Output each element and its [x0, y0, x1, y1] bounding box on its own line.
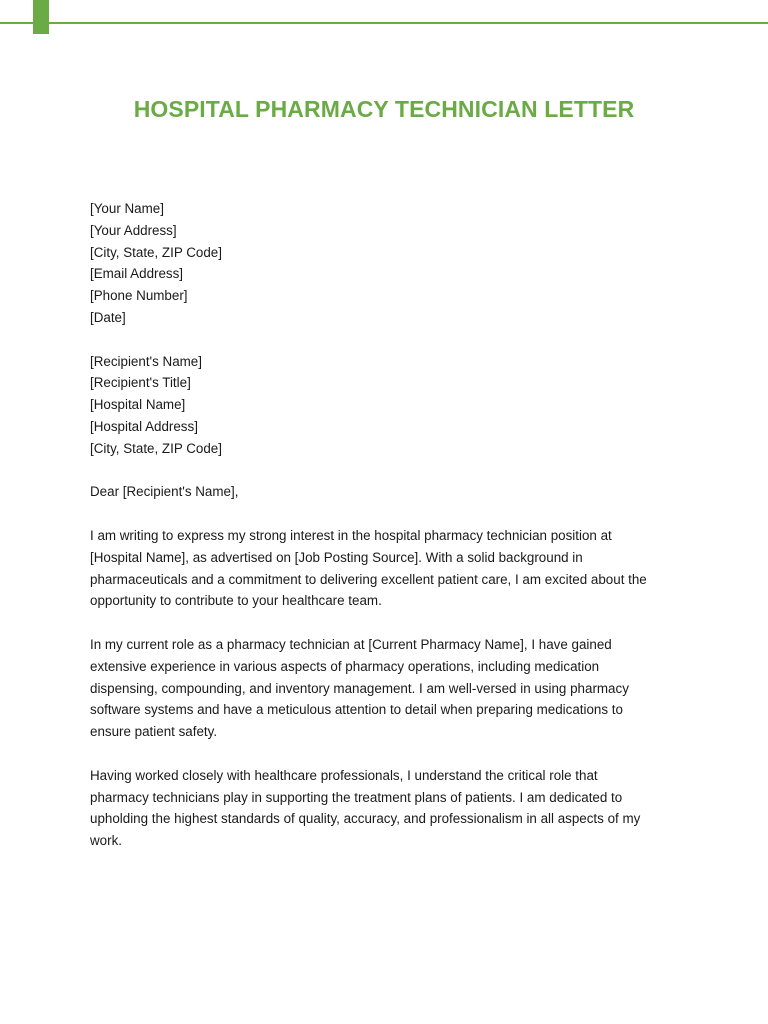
paragraph-line: dispensing, compounding, and inventory management. I am well-versed in using pharmacy: [90, 680, 629, 696]
paragraph-1: [90, 525, 690, 612]
document-title: HOSPITAL PHARMACY TECHNICIAN LETTER: [133, 96, 635, 122]
recipient-name: [Recipient's Name]: [90, 353, 202, 369]
paragraph-line: In my current role as a pharmacy technician at [Current Pharmacy Name], I have gained: [90, 636, 612, 652]
recipient-title: [Recipient's Title]: [90, 375, 191, 391]
paragraph-line: work.: [90, 833, 122, 849]
recipient-city-state-zip: [City, State, ZIP Code]: [90, 440, 222, 456]
recipient-block: [90, 351, 690, 460]
hospital-address: [Hospital Address]: [90, 418, 198, 434]
paragraph-line: pharmacy technicians play in supporting the treatment plans of patients. I am dedicated to: [90, 789, 623, 805]
paragraph-3: [90, 765, 690, 852]
paragraph-line: extensive experience in various aspects of pharmacy operations, including medication: [90, 658, 600, 674]
letter-date: [Date]: [90, 309, 126, 325]
sender-city-state-zip: [City, State, ZIP Code]: [90, 244, 222, 260]
paragraph-line: Having worked closely with healthcare professionals, I understand the critical role that: [90, 767, 598, 783]
sender-address: [Your Address]: [90, 222, 177, 238]
paragraph-line: opportunity to contribute to your healthcare team.: [90, 593, 382, 609]
paragraph-line: ensure patient safety.: [90, 724, 218, 740]
paragraph-line: I am writing to express my strong interest in the hospital pharmacy technician position at: [90, 527, 612, 543]
paragraph-line: software systems and have a meticulous attention to detail when preparing medications to: [90, 702, 623, 718]
sender-email: [Email Address]: [90, 266, 184, 282]
paragraph-line: upholding the highest standards of quality, accuracy, and professionalism in all aspects of my: [90, 811, 641, 827]
sender-name: [Your Name]: [90, 201, 164, 216]
letter-body: [90, 198, 690, 852]
paragraph-line: pharmaceuticals and a commitment to delivering excellent patient care, I am excited about the: [90, 571, 647, 587]
paragraph-line: [Hospital Name], as advertised on [Job Posting Source]. With a solid background in: [90, 549, 583, 565]
hospital-name: [Hospital Name]: [90, 397, 186, 413]
paragraph-2: [90, 634, 690, 743]
header-rule: [0, 22, 768, 24]
sender-phone: [Phone Number]: [90, 288, 188, 304]
sender-block: [90, 198, 690, 329]
header-tab-accent: [33, 0, 49, 34]
salutation: Dear [Recipient's Name],: [90, 484, 239, 500]
